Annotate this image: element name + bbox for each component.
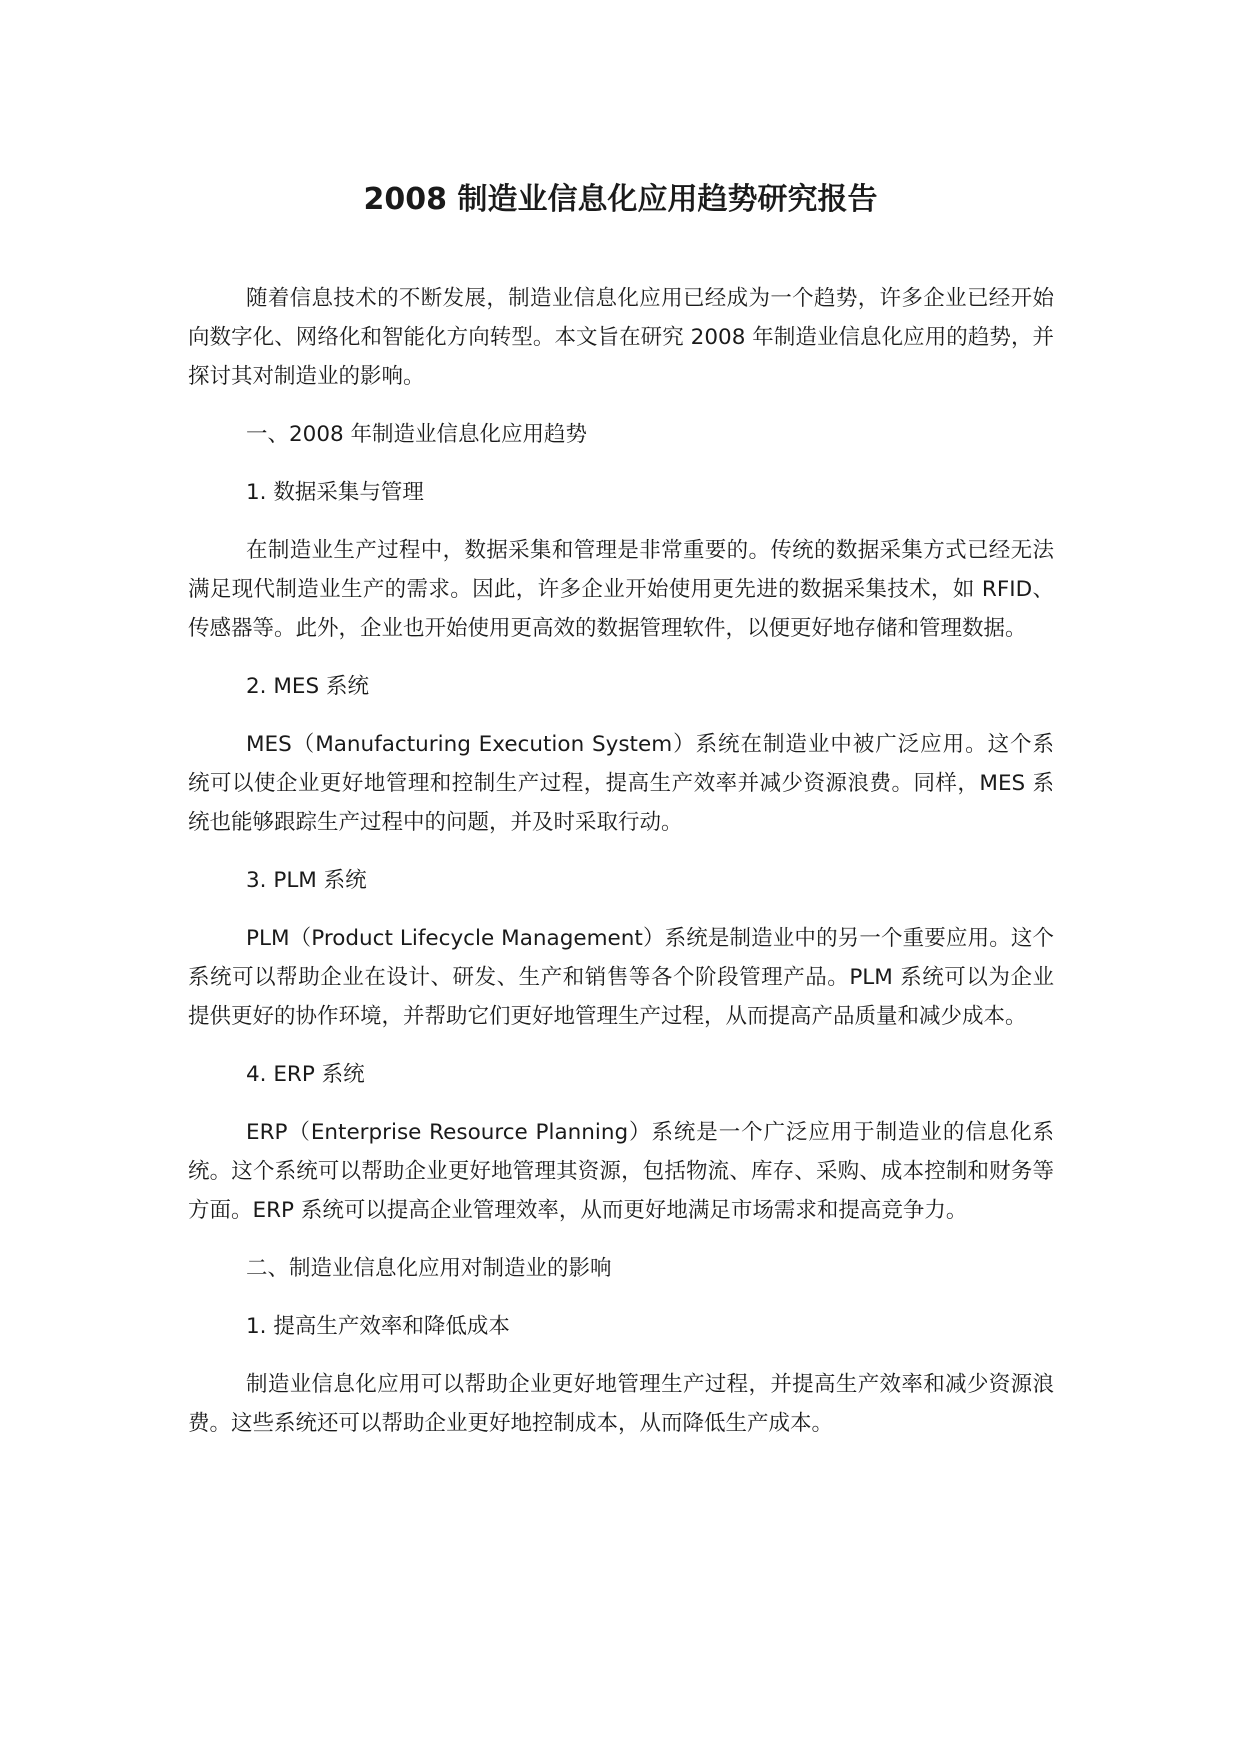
document-title: 2008 制造业信息化应用趋势研究报告 <box>363 182 878 217</box>
subsection-paragraph: PLM（Product Lifecycle Management）系统是制造业中的另一个重要应用。这个系统可以帮助企业在设计、研发、生产和销售等各个阶段管理产品。PLM 系统可以为企业提供更好的协作环境，并帮助它们更好地管理生产过程，从而提高产品质量和减少成本。 <box>188 926 1054 1029</box>
intro-paragraph: 随着信息技术的不断发展，制造业信息化应用已经成为一个趋势，许多企业已经开始向数字化、网络化和智能化方向转型。本文旨在研究 2008 年制造业信息化应用的趋势，并探讨其对制造业的影响。 <box>188 286 1054 389</box>
subsection-paragraph: MES（Manufacturing Execution System）系统在制造业中被广泛应用。这个系统可以使企业更好地管理和控制生产过程，提高生产效率并减少资源浪费。同样，MES 系统也能够跟踪生产过程中的问题，并及时采取行动。 <box>188 732 1054 835</box>
subsection-heading: 1. 提高生产效率和降低成本 <box>246 1314 510 1339</box>
document-body <box>188 279 1054 1443</box>
subsection-paragraph: 在制造业生产过程中，数据采集和管理是非常重要的。传统的数据采集方式已经无法满足现代制造业生产的需求。因此，许多企业开始使用更先进的数据采集技术，如 RFID、传感器等。此外，企业也开始使用更高效的数据管理软件，以便更好地存储和管理数据。 <box>188 538 1054 641</box>
subsection-paragraph: ERP（Enterprise Resource Planning）系统是一个广泛应用于制造业的信息化系统。这个系统可以帮助企业更好地管理其资源，包括物流、库存、采购、成本控制和财务等方面。ERP 系统可以提高企业管理效率，从而更好地满足市场需求和提高竞争力。 <box>188 1120 1054 1223</box>
section-heading: 二、制造业信息化应用对制造业的影响 <box>246 1256 612 1281</box>
section-heading: 一、2008 年制造业信息化应用趋势 <box>246 422 588 447</box>
subsection-heading: 2. MES 系统 <box>246 674 369 699</box>
subsection-heading: 1. 数据采集与管理 <box>246 480 424 505</box>
subsection-heading: 4. ERP 系统 <box>246 1062 365 1087</box>
subsection-heading: 3. PLM 系统 <box>246 868 367 893</box>
subsection-paragraph: 制造业信息化应用可以帮助企业更好地管理生产过程，并提高生产效率和减少资源浪费。这些系统还可以帮助企业更好地控制成本，从而降低生产成本。 <box>188 1372 1054 1436</box>
